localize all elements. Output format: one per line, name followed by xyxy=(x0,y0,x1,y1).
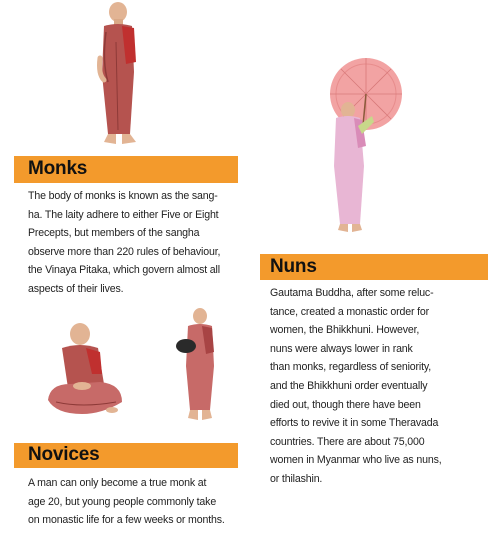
novices-line: A man can only become a true monk at xyxy=(28,477,207,489)
novices-heading: Novices xyxy=(28,444,100,465)
nuns-line: died out, though there have been xyxy=(270,398,421,411)
nuns-line: countries. There are about 75,000 xyxy=(270,435,425,448)
nuns-line: nuns were always lower in rank xyxy=(270,342,413,355)
nuns-line: than monks, regardless of seniority, xyxy=(270,361,432,374)
monks-line: aspects of their lives. xyxy=(28,282,124,295)
novices-line: on monastic life for a few weeks or months. xyxy=(28,514,225,527)
monks-line: The body of monks is known as the sang- xyxy=(28,190,218,202)
monks-line: Precepts, but members of the sangha xyxy=(28,227,200,240)
novices-paragraph xyxy=(28,474,225,530)
seated-monk-illustration xyxy=(42,322,126,418)
monks-heading: Monks xyxy=(28,158,88,179)
standing-monk-illustration xyxy=(88,2,158,148)
nuns-line: women, the Bhikkhuni. However, xyxy=(270,324,420,337)
monks-line: observe more than 220 rules of behaviour, xyxy=(28,245,221,258)
novice-with-bowl-illustration xyxy=(174,306,222,424)
novices-line: age 20, but young people commonly take xyxy=(28,495,217,508)
nuns-heading: Nuns xyxy=(270,256,317,277)
monks-line: the Vinaya Pitaka, which govern almost all xyxy=(28,264,220,277)
nuns-line: efforts to revive it in some Theravada xyxy=(270,417,439,430)
nun-with-parasol-illustration xyxy=(318,56,406,234)
nuns-line: and the Bhikkhuni order eventually xyxy=(270,379,428,392)
nuns-line: tance, created a monastic order for xyxy=(270,305,430,318)
nuns-line: women in Myanmar who live as nuns, xyxy=(270,454,442,467)
nuns-line: or thilashin. xyxy=(270,472,323,485)
monks-paragraph xyxy=(28,187,220,299)
nuns-line: Gautama Buddha, after some reluc- xyxy=(270,287,434,299)
nuns-paragraph xyxy=(270,284,442,489)
monks-line: ha. The laity adhere to either Five or Eight xyxy=(28,208,219,221)
